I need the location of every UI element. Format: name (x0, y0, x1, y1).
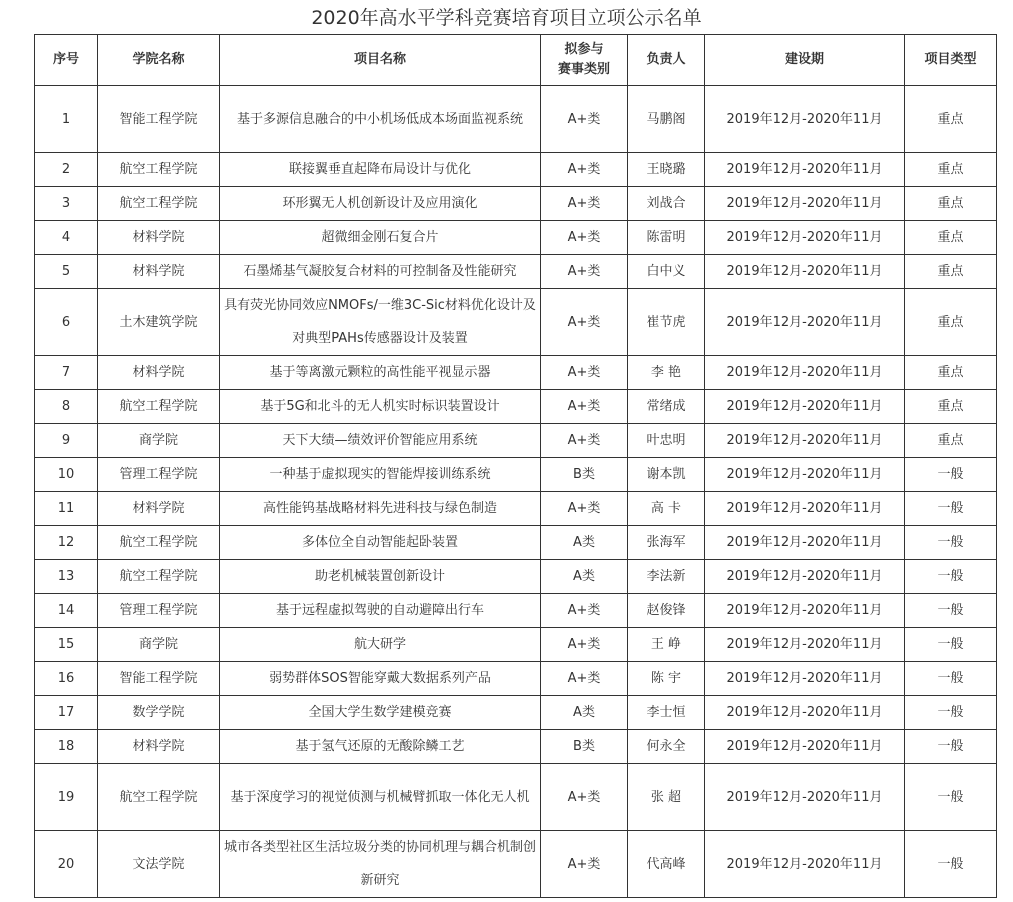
cell-no: 17 (35, 696, 98, 730)
cell-category: B类 (541, 458, 628, 492)
cell-type: 一般 (905, 492, 997, 526)
cell-college: 土木建筑学院 (98, 289, 220, 356)
table-row (35, 526, 997, 560)
cell-leader: 代高峰 (628, 831, 705, 898)
cell-project: 基于远程虚拟驾驶的自动避障出行车 (220, 594, 541, 628)
cell-project: 具有荧光协同效应NMOFs/一维3C-Sic材料优化设计及对典型PAHs传感器设计及装置 (220, 289, 541, 356)
cell-project: 助老机械装置创新设计 (220, 560, 541, 594)
cell-category: A+类 (541, 86, 628, 153)
table-row (35, 289, 997, 356)
cell-leader: 高 卡 (628, 492, 705, 526)
cell-leader: 常绪成 (628, 390, 705, 424)
cell-category: A+类 (541, 390, 628, 424)
cell-type: 重点 (905, 356, 997, 390)
cell-college: 材料学院 (98, 255, 220, 289)
table-header-row (35, 35, 997, 86)
cell-period: 2019年12月-2020年11月 (705, 255, 905, 289)
cell-category: A类 (541, 696, 628, 730)
cell-type: 一般 (905, 560, 997, 594)
cell-category: A+类 (541, 289, 628, 356)
header-period: 建设期 (705, 35, 905, 86)
cell-period: 2019年12月-2020年11月 (705, 458, 905, 492)
cell-period: 2019年12月-2020年11月 (705, 187, 905, 221)
cell-leader: 崔节虎 (628, 289, 705, 356)
cell-project: 弱势群体SOS智能穿戴大数据系列产品 (220, 662, 541, 696)
cell-leader: 王晓璐 (628, 153, 705, 187)
cell-college: 航空工程学院 (98, 560, 220, 594)
table-row (35, 458, 997, 492)
cell-no: 10 (35, 458, 98, 492)
table-row (35, 696, 997, 730)
table-body (35, 86, 997, 898)
cell-project: 天下大绩—绩效评价智能应用系统 (220, 424, 541, 458)
cell-period: 2019年12月-2020年11月 (705, 356, 905, 390)
cell-leader: 马鹏阁 (628, 86, 705, 153)
cell-period: 2019年12月-2020年11月 (705, 289, 905, 356)
cell-project: 全国大学生数学建模竞赛 (220, 696, 541, 730)
cell-leader: 张 超 (628, 764, 705, 831)
cell-college: 航空工程学院 (98, 390, 220, 424)
table-row (35, 424, 997, 458)
table-row (35, 764, 997, 831)
cell-no: 3 (35, 187, 98, 221)
cell-no: 14 (35, 594, 98, 628)
cell-period: 2019年12月-2020年11月 (705, 764, 905, 831)
cell-no: 12 (35, 526, 98, 560)
cell-category: A+类 (541, 764, 628, 831)
cell-leader: 白中义 (628, 255, 705, 289)
header-category (541, 35, 628, 86)
table-row (35, 153, 997, 187)
cell-category: A+类 (541, 831, 628, 898)
table-row (35, 86, 997, 153)
cell-period: 2019年12月-2020年11月 (705, 628, 905, 662)
cell-no: 8 (35, 390, 98, 424)
cell-type: 一般 (905, 458, 997, 492)
cell-college: 航空工程学院 (98, 526, 220, 560)
header-leader: 负责人 (628, 35, 705, 86)
cell-type: 一般 (905, 628, 997, 662)
cell-period: 2019年12月-2020年11月 (705, 696, 905, 730)
cell-no: 13 (35, 560, 98, 594)
cell-period: 2019年12月-2020年11月 (705, 831, 905, 898)
header-project: 项目名称 (220, 35, 541, 86)
cell-leader: 李 艳 (628, 356, 705, 390)
cell-no: 18 (35, 730, 98, 764)
cell-category: A+类 (541, 356, 628, 390)
cell-no: 5 (35, 255, 98, 289)
cell-leader: 刘战合 (628, 187, 705, 221)
cell-college: 数学学院 (98, 696, 220, 730)
table-row (35, 390, 997, 424)
table-row (35, 356, 997, 390)
cell-category: A+类 (541, 628, 628, 662)
cell-leader: 叶忠明 (628, 424, 705, 458)
cell-type: 一般 (905, 730, 997, 764)
header-type: 项目类型 (905, 35, 997, 86)
cell-project: 高性能钨基战略材料先进科技与绿色制造 (220, 492, 541, 526)
cell-type: 一般 (905, 764, 997, 831)
cell-project: 基于5G和北斗的无人机实时标识装置设计 (220, 390, 541, 424)
cell-category: A+类 (541, 255, 628, 289)
cell-type: 一般 (905, 662, 997, 696)
table-row (35, 594, 997, 628)
cell-leader: 赵俊锋 (628, 594, 705, 628)
cell-project: 城市各类型社区生活垃圾分类的协同机理与耦合机制创新研究 (220, 831, 541, 898)
cell-period: 2019年12月-2020年11月 (705, 424, 905, 458)
cell-project: 基于深度学习的视觉侦测与机械臂抓取一体化无人机 (220, 764, 541, 831)
cell-project: 一种基于虚拟现实的智能焊接训练系统 (220, 458, 541, 492)
cell-period: 2019年12月-2020年11月 (705, 390, 905, 424)
cell-category: A+类 (541, 662, 628, 696)
cell-college: 管理工程学院 (98, 458, 220, 492)
cell-period: 2019年12月-2020年11月 (705, 560, 905, 594)
cell-college: 航空工程学院 (98, 187, 220, 221)
cell-type: 一般 (905, 526, 997, 560)
cell-type: 重点 (905, 86, 997, 153)
cell-college: 管理工程学院 (98, 594, 220, 628)
cell-category: A+类 (541, 221, 628, 255)
table-row (35, 831, 997, 898)
cell-type: 重点 (905, 221, 997, 255)
cell-project: 基于氢气还原的无酸除鳞工艺 (220, 730, 541, 764)
cell-category: A+类 (541, 187, 628, 221)
cell-period: 2019年12月-2020年11月 (705, 594, 905, 628)
cell-no: 7 (35, 356, 98, 390)
cell-college: 材料学院 (98, 221, 220, 255)
cell-project: 多体位全自动智能起卧装置 (220, 526, 541, 560)
cell-college: 文法学院 (98, 831, 220, 898)
cell-no: 9 (35, 424, 98, 458)
cell-college: 材料学院 (98, 492, 220, 526)
cell-college: 商学院 (98, 628, 220, 662)
cell-no: 11 (35, 492, 98, 526)
cell-leader: 张海军 (628, 526, 705, 560)
cell-category: A+类 (541, 492, 628, 526)
project-list-table (34, 34, 997, 898)
table-row (35, 255, 997, 289)
cell-period: 2019年12月-2020年11月 (705, 221, 905, 255)
cell-period: 2019年12月-2020年11月 (705, 730, 905, 764)
cell-type: 重点 (905, 289, 997, 356)
cell-college: 航空工程学院 (98, 153, 220, 187)
cell-no: 4 (35, 221, 98, 255)
table-row (35, 730, 997, 764)
cell-type: 一般 (905, 594, 997, 628)
table-row (35, 492, 997, 526)
cell-type: 重点 (905, 187, 997, 221)
cell-no: 20 (35, 831, 98, 898)
cell-project: 联接翼垂直起降布局设计与优化 (220, 153, 541, 187)
cell-leader: 李士恒 (628, 696, 705, 730)
cell-no: 1 (35, 86, 98, 153)
cell-college: 智能工程学院 (98, 86, 220, 153)
cell-type: 重点 (905, 390, 997, 424)
cell-project: 石墨烯基气凝胶复合材料的可控制备及性能研究 (220, 255, 541, 289)
cell-type: 重点 (905, 153, 997, 187)
cell-no: 15 (35, 628, 98, 662)
cell-type: 一般 (905, 831, 997, 898)
cell-period: 2019年12月-2020年11月 (705, 86, 905, 153)
cell-project: 环形翼无人机创新设计及应用演化 (220, 187, 541, 221)
cell-college: 材料学院 (98, 730, 220, 764)
cell-no: 6 (35, 289, 98, 356)
header-category-line1: 拟参与 (564, 42, 604, 57)
cell-leader: 王 峥 (628, 628, 705, 662)
table-row (35, 560, 997, 594)
cell-category: A+类 (541, 424, 628, 458)
header-college: 学院名称 (98, 35, 220, 86)
header-no: 序号 (35, 35, 98, 86)
cell-period: 2019年12月-2020年11月 (705, 662, 905, 696)
cell-college: 商学院 (98, 424, 220, 458)
table-row (35, 628, 997, 662)
cell-no: 19 (35, 764, 98, 831)
cell-no: 16 (35, 662, 98, 696)
cell-period: 2019年12月-2020年11月 (705, 153, 905, 187)
cell-type: 重点 (905, 424, 997, 458)
cell-category: A类 (541, 560, 628, 594)
cell-category: A+类 (541, 153, 628, 187)
cell-leader: 陈 宇 (628, 662, 705, 696)
table-row (35, 221, 997, 255)
cell-project: 航大研学 (220, 628, 541, 662)
page-title: 2020年高水平学科竞赛培育项目立项公示名单 (311, 7, 702, 29)
cell-college: 航空工程学院 (98, 764, 220, 831)
table-row (35, 187, 997, 221)
cell-type: 重点 (905, 255, 997, 289)
cell-no: 2 (35, 153, 98, 187)
cell-period: 2019年12月-2020年11月 (705, 492, 905, 526)
cell-project: 超微细金刚石复合片 (220, 221, 541, 255)
cell-type: 一般 (905, 696, 997, 730)
cell-leader: 陈雷明 (628, 221, 705, 255)
cell-category: A类 (541, 526, 628, 560)
cell-project: 基于多源信息融合的中小机场低成本场面监视系统 (220, 86, 541, 153)
cell-project: 基于等离激元颗粒的高性能平视显示器 (220, 356, 541, 390)
cell-college: 智能工程学院 (98, 662, 220, 696)
cell-category: A+类 (541, 594, 628, 628)
cell-period: 2019年12月-2020年11月 (705, 526, 905, 560)
table-row (35, 662, 997, 696)
cell-category: B类 (541, 730, 628, 764)
cell-leader: 何永全 (628, 730, 705, 764)
cell-college: 材料学院 (98, 356, 220, 390)
cell-leader: 李法新 (628, 560, 705, 594)
cell-leader: 谢本凯 (628, 458, 705, 492)
header-category-line2: 赛事类别 (557, 62, 610, 77)
